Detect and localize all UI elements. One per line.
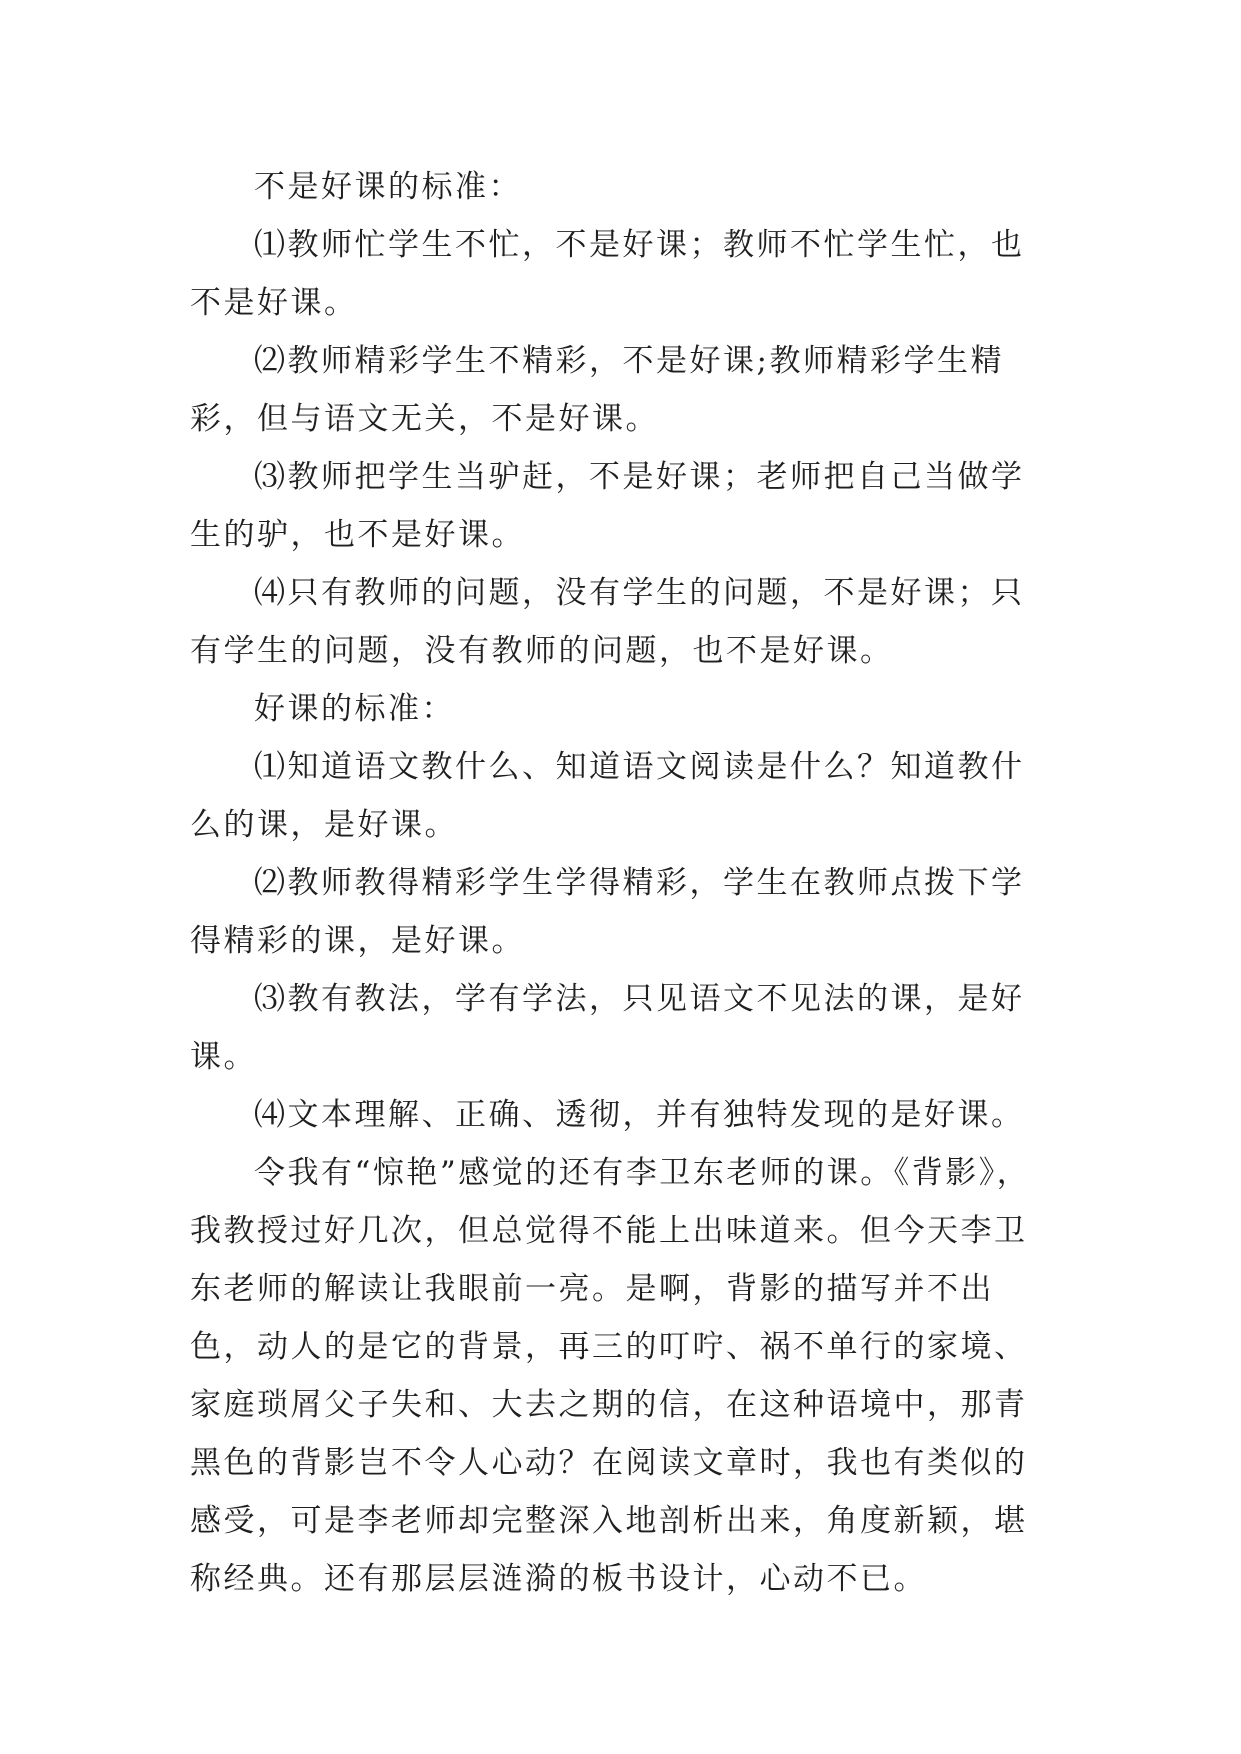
list-item-good-2: ⑵教师教得精彩学生学得精彩，学生在教师点拨下学得精彩的课，是好课。 [190, 865, 1025, 959]
list-item-not-good-4: ⑷只有教师的问题，没有学生的问题，不是好课；只有学生的问题，没有教师的问题，也不是好课。 [190, 575, 1025, 669]
heading-good-lesson: 好课的标准： [254, 691, 455, 727]
body-paragraph: 令我有“惊艳”感觉的还有李卫东老师的课。《背影》，我教授过好几次，但总觉得不能上出味道来。但今天李卫东老师的解读让我眼前一亮。是啊，背影的描写并不出色，动人的是它的背景，再三的叮咛、祸不单行的家境、家庭琐屑父子失和、大去之期的信，在这种语境中，那青黑色的背影岂不令人心动？在阅读文章时，我也有类似的感受，可是李老师却完整深入地剖析出来，角度新颖，堪称经典。还有那层层涟漪的板书设计，心动不已。 [190, 1155, 1031, 1597]
list-item-not-good-3: ⑶教师把学生当驴赶，不是好课；老师把自己当做学生的驴，也不是好课。 [190, 459, 1025, 553]
list-item-not-good-2: ⑵教师精彩学生不精彩，不是好课;教师精彩学生精彩，但与语文无关，不是好课。 [190, 343, 1004, 437]
list-item-good-3: ⑶教有教法，学有学法，只见语文不见法的课，是好课。 [190, 981, 1025, 1075]
heading-not-good-lesson: 不是好课的标准： [254, 169, 522, 205]
document-body [190, 158, 1050, 1608]
list-item-good-4: ⑷文本理解、正确、透彻，并有独特发现的是好课。 [254, 1097, 1025, 1133]
list-item-good-1: ⑴知道语文教什么、知道语文阅读是什么？知道教什么的课，是好课。 [190, 749, 1025, 843]
list-item-not-good-1: ⑴教师忙学生不忙，不是好课；教师不忙学生忙，也不是好课。 [190, 227, 1025, 321]
